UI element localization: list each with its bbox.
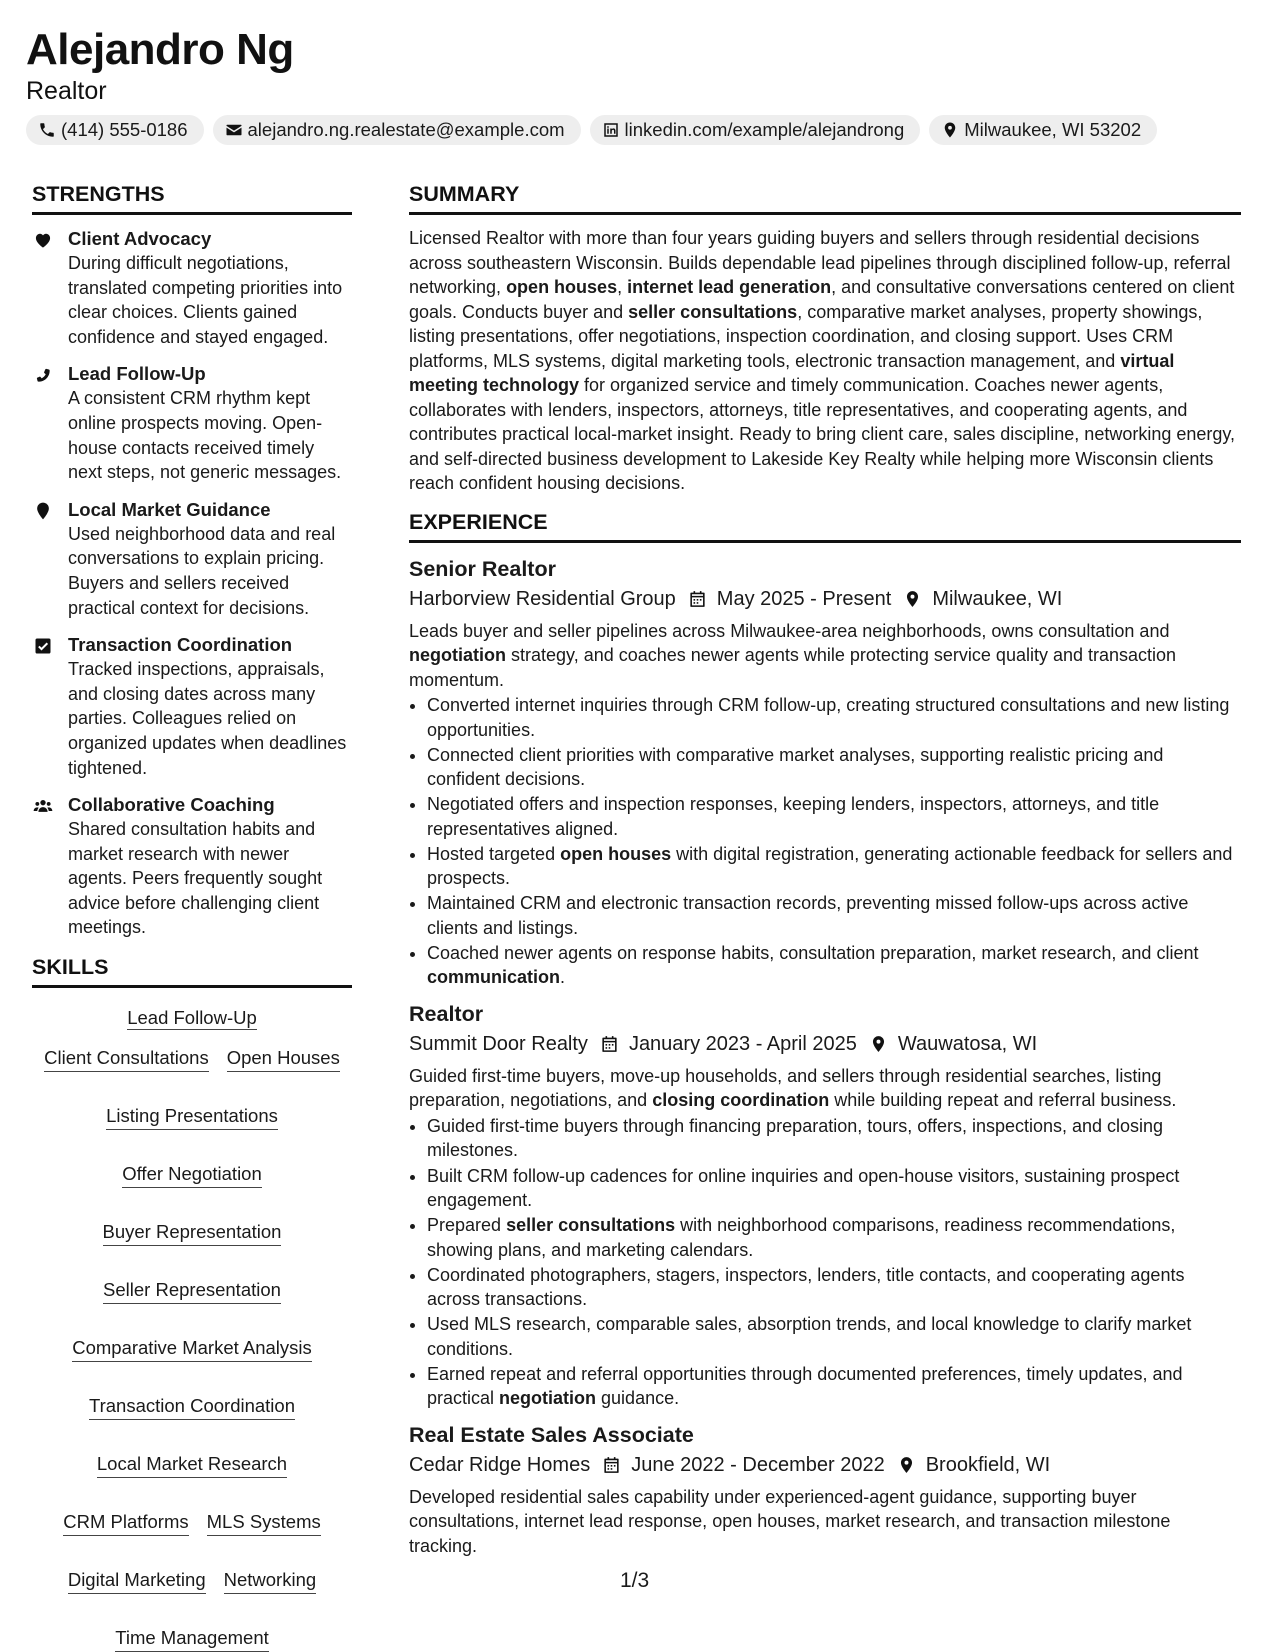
- job-company: Summit Door Realty: [409, 1032, 588, 1055]
- skill-tag: Seller Representation: [103, 1278, 281, 1304]
- skill-tag: Offer Negotiation: [122, 1162, 262, 1188]
- job-description: Developed residential sales capability under experienced-agent guidance, supporting buyer consultations, internet lead response, open houses, market research, and transaction milestone tracking.: [409, 1486, 1171, 1556]
- job-bullet: • Coached newer agents on response habits, consultation preparation, market research, and client communication.: [427, 941, 1241, 990]
- candidate-name: Alejandro Ng: [26, 25, 294, 74]
- resume-header: [26, 24, 1249, 145]
- strength-description: During difficult negotiations, translated competing priorities into clear choices. Clients gained confidence and stayed engaged.: [68, 253, 343, 347]
- job-role: Real Estate Sales Associate: [409, 1422, 694, 1447]
- strengths-heading: STRENGTHS: [32, 180, 352, 215]
- job-bullet: • Converted internet inquiries through CRM follow-up, creating structured consultations and new listing opportunities.: [427, 693, 1241, 742]
- job-bullets: [409, 1114, 1241, 1411]
- experience-list: [409, 555, 1241, 1559]
- strength-description: Shared consultation habits and market research with newer agents. Peers frequently sought advice before challenging client meetings.: [68, 819, 323, 938]
- job-bullet: • Coordinated photographers, stagers, inspectors, lenders, title contacts, and cooperating agents across transactions.: [427, 1263, 1241, 1312]
- page-number: 1/3: [620, 1569, 650, 1592]
- strength-item: [32, 227, 352, 349]
- strength-title: Local Market Guidance: [68, 498, 271, 520]
- summary-heading: SUMMARY: [409, 180, 1241, 215]
- job-company: Harborview Residential Group: [409, 587, 676, 610]
- strength-title: Client Advocacy: [68, 228, 212, 249]
- skill-tag: Transaction Coordination: [89, 1394, 295, 1420]
- skill-tag: Networking: [224, 1568, 317, 1594]
- candidate-title: Realtor: [26, 77, 107, 105]
- envelope-icon: [225, 121, 243, 139]
- job-bullet: • Maintained CRM and electronic transaction records, preventing missed follow-ups across active clients and listings.: [427, 891, 1241, 940]
- strength-item: [32, 633, 352, 780]
- job-meta: [409, 1451, 1241, 1479]
- map-pin-icon: [903, 589, 922, 609]
- strength-item: [32, 793, 352, 940]
- skill-tag: Digital Marketing: [68, 1568, 206, 1594]
- skill-tag: CRM Platforms: [63, 1510, 188, 1536]
- email-text: alejandro.ng.realestate@example.com: [247, 119, 565, 140]
- job-bullet: • Negotiated offers and inspection responses, keeping lenders, inspectors, attorneys, and title representatives aligned.: [427, 792, 1241, 841]
- job-role: Realtor: [409, 1001, 484, 1026]
- skill-tag: Client Consultations: [44, 1046, 209, 1072]
- calendar-icon: [602, 1455, 621, 1475]
- job-bullets: [409, 693, 1241, 990]
- users-icon: [33, 796, 53, 816]
- location-contact[interactable]: [929, 115, 1157, 145]
- job-bullet: • Hosted targeted open houses with digital registration, generating actionable feedback for sellers and prospects.: [427, 842, 1241, 891]
- skill-tag: Buyer Representation: [103, 1220, 282, 1246]
- contact-bar: [26, 115, 1249, 145]
- map-pin-icon: [941, 121, 959, 139]
- map-pin-icon: [869, 1034, 888, 1054]
- map-pin-icon: [33, 501, 53, 521]
- calendar-icon: [600, 1034, 619, 1054]
- job-meta: [409, 585, 1241, 613]
- skill-tag: Comparative Market Analysis: [72, 1336, 312, 1362]
- heart-icon: [33, 230, 53, 250]
- phone-icon: [33, 365, 53, 385]
- job-company: Cedar Ridge Homes: [409, 1453, 591, 1476]
- job-dates: June 2022 - December 2022: [631, 1453, 885, 1476]
- job-description: Guided first-time buyers, move-up households, and sellers through residential searches, listing preparation, negotiations, and closing coordination while building repeat and referral business.: [409, 1065, 1177, 1111]
- phone-contact[interactable]: [26, 115, 204, 145]
- linkedin-icon: [602, 121, 620, 139]
- skill-tag: Lead Follow-Up: [127, 1007, 257, 1029]
- job-bullet: • Guided first-time buyers through financing preparation, tours, offers, inspections, and closing milestones.: [427, 1114, 1241, 1163]
- strength-description: Used neighborhood data and real conversations to explain pricing. Buyers and sellers received practical context for decisions.: [68, 523, 336, 618]
- skill-tag: Open Houses: [227, 1046, 340, 1072]
- job-bullet: • Earned repeat and referral opportunities through documented preferences, timely updates, and practical negotiation guidance.: [427, 1362, 1241, 1411]
- email-contact[interactable]: [213, 115, 581, 145]
- experience-entry: [409, 1421, 1241, 1559]
- map-pin-icon: [897, 1455, 916, 1475]
- right-column: [409, 180, 1241, 1568]
- job-role: Senior Realtor: [409, 556, 556, 581]
- skill-tag: Listing Presentations: [106, 1104, 278, 1130]
- left-column: [32, 180, 352, 1652]
- linkedin-text: linkedin.com/example/alejandrong: [624, 119, 905, 140]
- job-bullet: • Connected client priorities with comparative market analyses, supporting realistic pricing and confident decisions.: [427, 743, 1241, 792]
- job-bullet: • Built CRM follow-up cadences for online inquiries and open-house visitors, sustaining prospect engagement.: [427, 1164, 1241, 1213]
- experience-heading: EXPERIENCE: [409, 508, 1241, 543]
- experience-entry: [409, 555, 1241, 990]
- experience-entry: [409, 1000, 1241, 1411]
- strength-title: Lead Follow-Up: [68, 363, 206, 385]
- skill-tag: Time Management: [115, 1626, 269, 1652]
- calendar-icon: [688, 589, 707, 609]
- strength-item: [32, 362, 352, 484]
- linkedin-contact[interactable]: [590, 115, 921, 145]
- job-dates: May 2025 - Present: [716, 587, 892, 610]
- strength-description: A consistent CRM rhythm kept online prospects moving. Open-house contacts received timely next steps, not generic messages.: [68, 388, 342, 483]
- job-dates: January 2023 - April 2025: [628, 1032, 857, 1055]
- checkbox-icon: [33, 636, 53, 656]
- skill-tag: Local Market Research: [97, 1452, 287, 1478]
- summary-text: Licensed Realtor with more than four years guiding buyers and sellers through residential decisions across southeastern Wisconsin. Builds dependable lead pipelines through disciplined follow-up, referral networking, open houses, internet lead generation, and consultative conversations centered on client goals. Conducts buyer and seller consultations, comparative market analyses, property showings, listing presentations, offer negotiations, inspection coordination, and closing support. Uses CRM platforms, MLS systems, digital marketing tools, electronic transaction management, and virtual meeting technology for organized service and timely communication. Coaches newer agents, collaborates with lenders, inspectors, attorneys, title representatives, and cooperating agents, and contributes practical local-market insight. Ready to bring client care, sales discipline, networking energy, and self-directed business development to Lakeside Key Realty while helping more Wisconsin clients reach confident housing decisions.: [409, 228, 1236, 493]
- job-bullet: • Used MLS research, comparable sales, absorption trends, and local knowledge to clarify market conditions.: [427, 1312, 1241, 1361]
- strength-description: Tracked inspections, appraisals, and closing dates across many parties. Colleagues relied on organized updates when deadlines tightened.: [68, 659, 347, 778]
- skill-tag: MLS Systems: [207, 1510, 321, 1536]
- job-location: Wauwatosa, WI: [897, 1032, 1038, 1055]
- job-description: Leads buyer and seller pipelines across Milwaukee-area neighborhoods, owns consultation and negotiation strategy, and coaches newer agents while protecting service quality and transaction momentum.: [409, 620, 1177, 690]
- skills-heading: SKILLS: [32, 953, 352, 988]
- job-location: Milwaukee, WI: [932, 587, 1063, 610]
- job-bullet: • Prepared seller consultations with neighborhood comparisons, readiness recommendations, showing plans, and marketing calendars.: [427, 1213, 1241, 1262]
- skills-list: [32, 1002, 352, 1652]
- phone-text: (414) 555-0186: [61, 119, 188, 140]
- location-text: Milwaukee, WI 53202: [964, 119, 1142, 140]
- strength-title: Collaborative Coaching: [68, 794, 275, 816]
- job-meta: [409, 1030, 1241, 1058]
- phone-icon: [38, 121, 56, 139]
- job-location: Brookfield, WI: [925, 1453, 1051, 1476]
- strength-title: Transaction Coordination: [68, 634, 293, 656]
- strength-item: [32, 498, 352, 620]
